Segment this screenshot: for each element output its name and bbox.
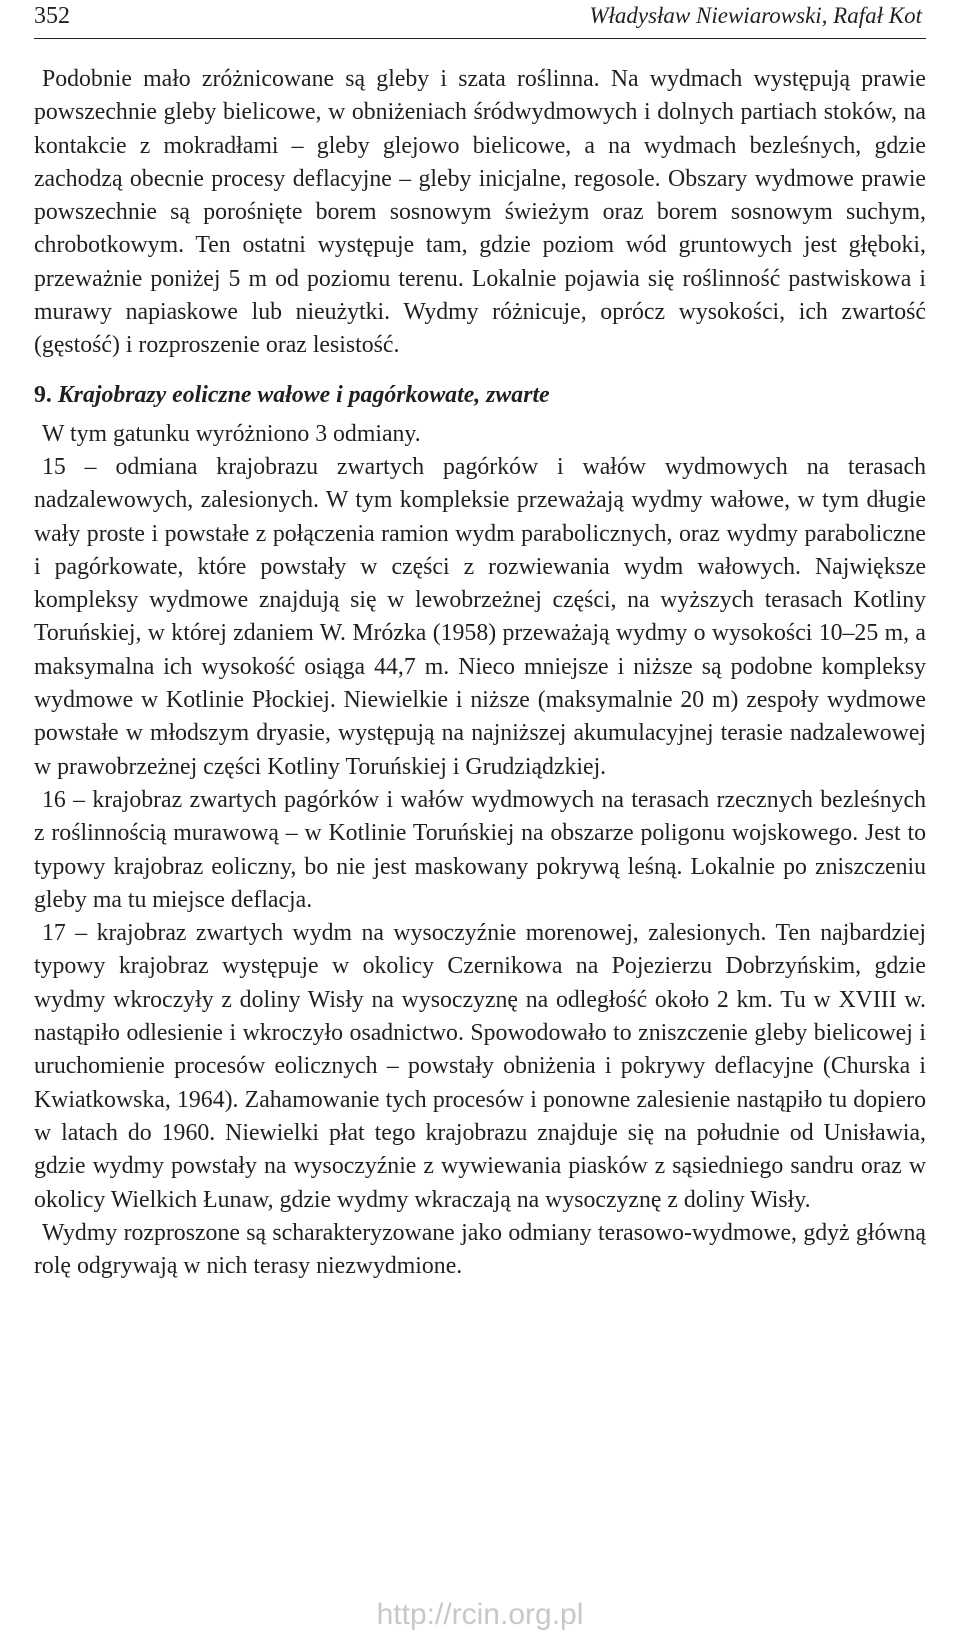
- paragraph-scattered-dunes: Wydmy rozproszone są scharakteryzowane jako odmiany terasowo-wydmowe, gdyż główną rolę odgrywają w nich terasy niezwydmione.: [34, 1219, 926, 1280]
- body-text: [34, 63, 926, 1283]
- paragraph-variant-16: 16 – krajobraz zwartych pagórków i wałów wydmowych na terasach rzecznych bezleśnych z roślinnością murawową – w Kotlinie Toruńskiej na obszarze poligonu wojskowego. Jest to typowy krajobraz eoliczny, bo nie jest maskowany pokrywą leśną. Lokalnie po zniszczeniu gleby ma tu miejsce deflacja.: [34, 786, 926, 913]
- paragraph-soils-vegetation: Podobnie mało zróżnicowane są gleby i szata roślinna. Na wydmach występują prawie powszechnie gleby bielicowe, w obniżeniach śródwydmowych i dolnych partiach stoków, na kontakcie z mokradłami – gleby glejowo bielicowe, a na wydmach bezleśnych, gdzie zachodzą obecnie procesy deflacyjne – gleby inicjalne, regosole. Obszary wydmowe prawie powszechnie są porośnięte borem sosnowym świeżym oraz borem sosnowym suchym, chrobotkowym. Ten ostatni występuje tam, gdzie poziom wód gruntowych jest głęboki, przeważnie poniżej 5 m od poziomu terenu. Lokalnie pojawia się roślinność pastwiskowa i murawy napiaskowe lub nieużytki. Wydmy różnicuje, oprócz wysokości, ich zwartość (gęstość) i rozproszenie oraz lesistość.: [34, 66, 926, 359]
- section-number: 9.: [34, 381, 52, 408]
- running-head: [34, 0, 926, 39]
- page-number: 352: [34, 3, 70, 29]
- section-heading: [34, 379, 926, 412]
- paragraph-intro: W tym gatunku wyróżniono 3 odmiany.: [42, 420, 421, 447]
- running-title-authors: Władysław Niewiarowski, Rafał Kot: [589, 3, 922, 28]
- paragraph-variant-17: 17 – krajobraz zwartych wydm na wysoczyźnie morenowej, zalesionych. Ten najbardziej typowy krajobraz występuje w okolicy Czernikowa na Pojezierzu Dobrzyńskim, gdzie wydmy wkroczyły z doliny Wisły na wysoczyznę na odległość około 2 km. Tu w XVIII w. nastąpiło odlesienie i wkroczyło osadnictwo. Spowodowało to zniszczenie gleby bielicowej i uruchomienie procesów eolicznych – powstały obniżenia i pokrywy deflacyjne (Churska i Kwiatkowska, 1964). Zahamowanie tych procesów i ponowne zalesienie nastąpiło tu dopiero w latach do 1960. Niewielki płat tego krajobrazu znajduje się na południe od Unisławia, gdzie wydmy powstały na wysoczyźnie z wywiewania piasków z sąsiedniego sandru oraz w okolicy Wielkich Łunaw, gdzie wydmy wkraczają na wysoczyznę z doliny Wisły.: [34, 920, 926, 1213]
- paragraph-variant-15: 15 – odmiana krajobrazu zwartych pagórków i wałów wydmowych na terasach nadzalewowych, zalesionych. W tym kompleksie przeważają wydmy wałowe, w tym długie wały proste i powstałe z połączenia ramion wydm parabolicznych, oraz wydmy paraboliczne i pagórkowate, które powstały w części z rozwiewania wydm wałowych. Największe kompleksy wydmowe znajdują się w lewobrzeżnej części, na wyższych terasach Kotliny Toruńskiej, w której zdaniem W. Mrózka (1958) przeważają wydmy o wysokości 10–25 m, a maksymalna ich wysokość osiąga 44,7 m. Nieco mniejsze i niższe są podobne kompleksy wydmowe w Kotlinie Płockiej. Niewielkie i niższe (maksymalnie 20 m) zespoły wydmowe powstałe w młodszym dryasie, występują na najniższej akumulacyjnej terasie nadzalewowej w prawobrzeżnej części Kotliny Toruńskiej i Grudziądzkiej.: [34, 453, 926, 780]
- source-url-watermark: http://rcin.org.pl: [376, 1598, 584, 1631]
- page: [34, 0, 926, 1283]
- section-title: Krajobrazy eoliczne wałowe i pagórkowate, zwarte: [57, 381, 550, 408]
